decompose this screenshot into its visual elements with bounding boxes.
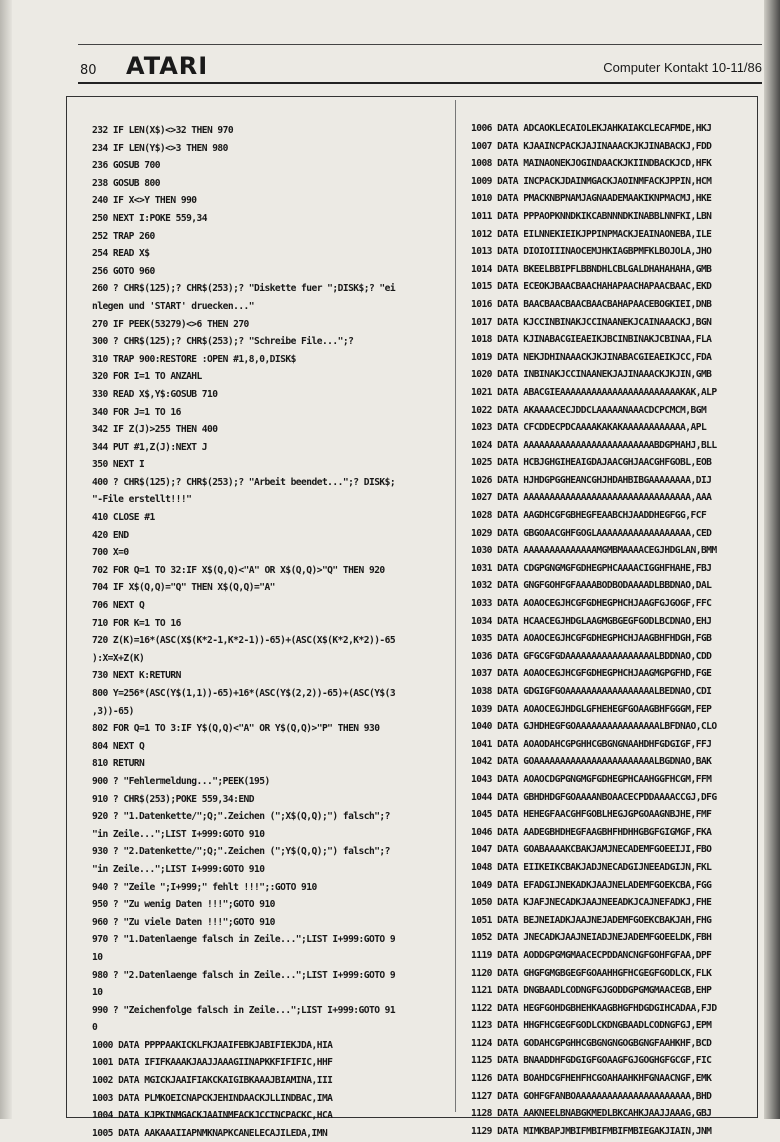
code-line: 1125 DATA BNAADDHFGDGIGFGOAAGFGJGOGHGFGCGF,FIC	[471, 1055, 712, 1067]
code-line: 1023 DATA CFCDDECPDCAAAAKAKAKAAAAAAAAAAAA,APL	[471, 422, 707, 434]
code-line: 702 FOR Q=1 TO 32:IF X$(Q,Q)<"A" OR X$(Q,Q)>"Q" THEN 920	[92, 564, 385, 576]
code-line: 10	[92, 951, 103, 963]
code-line: "-File erstellt!!!"	[92, 494, 192, 506]
code-line: 1052 DATA JNECADKJAAJNEIADJNEJADEMFGOEELDK,FBH	[471, 932, 712, 944]
code-line: 254 READ X$	[92, 248, 150, 260]
code-line: 930 ? "2.Datenkette/";Q;".Zeichen (";Y$(Q,Q);") falsch";?	[92, 846, 390, 858]
code-line: 1121 DATA DNGBAADLCODNGFGJGODDGPGMGMAACEGB,EHP	[471, 985, 712, 997]
code-line: 800 Y=256*(ASC(Y$(1,1))-65)+16*(ASC(Y$(2,2))-65)+(ASC(Y$(3	[92, 688, 396, 699]
code-line: 704 IF X$(Q,Q)="Q" THEN X$(Q,Q)="A"	[92, 582, 275, 594]
program-listing-right-column	[471, 120, 754, 1140]
column-divider	[455, 100, 456, 1112]
code-line: 238 GOSUB 800	[92, 177, 160, 189]
code-line: ):X=X+Z(K)	[92, 652, 145, 664]
code-line: 1032 DATA GNGFGOHFGFAAAABODBODAAAADLBBDNAO,DAL	[471, 580, 712, 592]
code-line: 1009 DATA INCPACKJDAINMGACKJAOINMFACKJPPIN,HCM	[471, 175, 712, 187]
code-line: ,3))-65)	[92, 705, 134, 717]
code-line: 990 ? "Zeichenfolge falsch in Zeile...";LIST I+999:GOTO 91	[92, 1004, 396, 1016]
code-line: 1036 DATA GFGCGFGDAAAAAAAAAAAAAAAAALBDDNAO,CDD	[471, 650, 712, 662]
code-line: 0	[92, 1022, 98, 1034]
code-line: 1022 DATA AKAAAACECJDDCLAAAAANAAACDCPCMCM,BGM	[471, 404, 707, 416]
code-line: 1018 DATA KJINABACGIEAEIKJBCINBINAKJCBINAA,FLA	[471, 334, 712, 346]
code-line: 300 ? CHR$(125);? CHR$(253);? "Schreibe File...";?	[92, 336, 354, 348]
code-line: 1004 DATA KJPKINMGACKJAAINMFACKJCCINCPACKC,HCA	[92, 1110, 333, 1122]
code-line: 270 IF PEEK(53279)<>6 THEN 270	[92, 318, 249, 330]
code-line: 1126 DATA BOAHDCGFHEHFHCGOAHAAHKHFGNAACNGF,EMK	[471, 1073, 712, 1085]
code-line: 970 ? "1.Datenlaenge falsch in Zeile...";LIST I+999:GOTO 9	[92, 934, 396, 946]
code-line: 330 READ X$,Y$:GOSUB 710	[92, 388, 218, 400]
code-line: 1039 DATA AOAOCEGJHDGLGFHEHEGFGOAAGBHFGGGM,FEP	[471, 703, 712, 715]
code-line: 1007 DATA KJAAINCPACKJAJINAAACKJKJINABACKJ,FDD	[471, 140, 712, 152]
code-line: 250 NEXT I:POKE 559,34	[92, 212, 207, 224]
code-line: 240 IF X<>Y THEN 990	[92, 195, 197, 207]
code-line: 810 RETURN	[92, 758, 145, 770]
code-line: 1017 DATA KJCCINBINAKJCCINAANEKJCAINAAACKJ,BGN	[471, 316, 712, 328]
code-line: 1021 DATA ABACGIEAAAAAAAAAAAAAAAAAAAAAAAKAK,ALP	[471, 386, 717, 398]
code-line: 1002 DATA MGICKJAAIFIAKCKAIGIBKAAAJBIAMINA,III	[92, 1075, 333, 1087]
code-line: 400 ? CHR$(125);? CHR$(253);? "Arbeit beendet...";? DISK$;	[92, 476, 396, 488]
code-line: 1031 DATA CDGPGNGMGFGDHEGPHCAAAACIGGHFHAHE,FBJ	[471, 562, 712, 574]
code-line: 804 NEXT Q	[92, 740, 145, 752]
code-line: 1034 DATA HCAACEGJHDGLAAGMGBGEGFGODLBCDNAO,EHJ	[471, 615, 712, 627]
code-line: 720 Z(K)=16*(ASC(X$(K*2-1,K*2-1))-65)+(ASC(X$(K*2,K*2))-65	[92, 635, 396, 647]
brand-title: ATARI	[126, 52, 209, 80]
code-line: 1028 DATA AAGDHCGFGBHEGFEAABCHJAADDHEGFGG,FCF	[471, 510, 707, 522]
top-rule	[78, 44, 762, 45]
code-line: 1013 DATA DIOIOIIINAOCEMJHKIAGBPMFKLBOJOLA,JHO	[471, 246, 712, 258]
code-line: 1027 DATA AAAAAAAAAAAAAAAAAAAAAAAAAAAAAAAA,AAA	[471, 492, 712, 504]
code-line: 920 ? "1.Datenkette/";Q;".Zeichen (";X$(Q,Q);") falsch";?	[92, 811, 390, 823]
code-line: 700 X=0	[92, 547, 129, 559]
code-line: 1049 DATA EFADGIJNEKADKJAAJNELADEMFGOEKCBA,FGG	[471, 879, 712, 891]
code-line: 1008 DATA MAINAONEKJOGINDAACKJKIINDBACKJCD,HFK	[471, 158, 712, 170]
code-line: 950 ? "Zu wenig Daten !!!";GOTO 910	[92, 899, 275, 911]
code-line: 342 IF Z(J)>255 THEN 400	[92, 424, 218, 436]
code-line: 1127 DATA GOHFGFANBOAAAAAAAAAAAAAAAAAAAAAA,BHD	[471, 1090, 712, 1102]
code-line: 730 NEXT K:RETURN	[92, 670, 181, 682]
code-line: 1045 DATA HEHEGFAACGHFGOBLHEGJGPGOAAGNBJHE,FMF	[471, 809, 712, 821]
code-line: 910 ? CHR$(253);POKE 559,34:END	[92, 793, 255, 805]
code-line: nlegen und 'START' druecken..."	[92, 300, 255, 312]
code-line: 1024 DATA AAAAAAAAAAAAAAAAAAAAAAAAABDGPHAHJ,BLL	[471, 439, 717, 451]
code-line: 1005 DATA AAKAAAIIAPNMKNAPKCANELECAJILEDA,IMN	[92, 1127, 328, 1139]
code-line: 340 FOR J=1 TO 16	[92, 406, 181, 418]
code-line: 410 CLOSE #1	[92, 512, 155, 524]
code-line: 1129 DATA MIMKBAPJMBIFMBIFMBIFMBIEGAKJIAIN,JNM	[471, 1125, 712, 1137]
code-line: 1016 DATA BAACBAACBAACBAACBAHAPAACEBOGKIEI,DNB	[471, 298, 712, 310]
code-line: 1003 DATA PLMKOEICNAPCKJEHINDAACKJLLINDBAC,IMA	[92, 1092, 333, 1104]
page-spine-shadow	[0, 0, 12, 1119]
code-line: 1011 DATA PPPAOPKNNDKIKCABNNNDKINABBLNNFKI,LBN	[471, 210, 712, 222]
code-line: 1042 DATA GOAAAAAAAAAAAAAAAAAAAAAAALBGDNAO,BAK	[471, 756, 712, 768]
code-line: 1030 DATA AAAAAAAAAAAAAAMGMBMAAAACEGJHDGLAN,BMM	[471, 545, 717, 557]
code-line: 1019 DATA NEKJDHINAAACKJKJINABACGIEAEIKJCC,FDA	[471, 351, 712, 363]
code-line: 1010 DATA PMACKNBPNAMJAGNAADEMAAKIKNPMACMJ,HKE	[471, 193, 712, 205]
code-line: 1000 DATA PPPPAAKICKLFKJAAIFEBKJABIFIEKJDA,HIA	[92, 1039, 333, 1051]
code-line: 1119 DATA AODDGPGMGMAACECPDDANCNGFGOHFGFAA,DPF	[471, 949, 712, 961]
page-edge-shadow	[764, 0, 780, 1119]
code-line: 252 TRAP 260	[92, 230, 155, 242]
code-line: 1043 DATA AOAOCDGPGNGMGFGDHEGPHCAAHGGFHCGM,FFM	[471, 773, 712, 785]
page-number: 80	[80, 63, 97, 78]
program-listing-left-column	[92, 122, 452, 1142]
code-line: 802 FOR Q=1 TO 3:IF Y$(Q,Q)<"A" OR Y$(Q,Q)>"P" THEN 930	[92, 723, 380, 735]
code-line: 1120 DATA GHGFGMGBGEGFGOAAHHGFHCGEGFGODLCK,FLK	[471, 967, 712, 979]
code-line: 232 IF LEN(X$)<>32 THEN 970	[92, 125, 234, 136]
code-line: 320 FOR I=1 TO ANZAHL	[92, 371, 202, 383]
code-line: 706 NEXT Q	[92, 600, 145, 612]
code-line: 1012 DATA EILNNEKIEIKJPPINPMACKJEAINAONEBA,ILE	[471, 228, 712, 240]
code-line: 1040 DATA GJHDHEGFGOAAAAAAAAAAAAAAAALBFDNAO,CLO	[471, 721, 717, 733]
code-line: 1029 DATA GBGOAACGHFGOGLAAAAAAAAAAAAAAAAAA,CED	[471, 527, 712, 539]
code-line: 350 NEXT I	[92, 459, 145, 471]
code-line: 980 ? "2.Datenlaenge falsch in Zeile...";LIST I+999:GOTO 9	[92, 969, 396, 981]
code-line: 1048 DATA EIIKEIKCBAKJADJNECADGIJNEEADGIJN,FKL	[471, 861, 712, 873]
code-line: 940 ? "Zeile ";I+999;" fehlt !!!";:GOTO 910	[92, 881, 317, 893]
header-rule	[78, 82, 762, 84]
code-line: 1122 DATA HEGFGOHDGBHEHKAAGBHGFHDGDGIHCADAA,FJD	[471, 1002, 717, 1014]
code-line: 344 PUT #1,Z(J):NEXT J	[92, 441, 207, 453]
code-line: 236 GOSUB 700	[92, 160, 160, 172]
code-line: 1124 DATA GODAHCGPGHHCGBGNGNGOGBGNGFAAHKHF,BCD	[471, 1037, 712, 1049]
code-line: 420 END	[92, 529, 129, 541]
code-line: 1026 DATA HJHDGPGGHEANCGHJHDAHBIBGAAAAAAAA,DIJ	[471, 474, 712, 486]
code-line: 1050 DATA KJAFJNECADKJAAJNEEADKJCAJNEFADKJ,FHE	[471, 897, 712, 909]
code-line: 256 GOTO 960	[92, 265, 155, 277]
code-line: 10	[92, 987, 103, 999]
code-line: 310 TRAP 900:RESTORE :OPEN #1,8,0,DISK$	[92, 353, 296, 365]
code-line: 1015 DATA ECEOKJBAACBAACHAHAPAACHAPAACBAAC,EKD	[471, 281, 712, 293]
code-line: "in Zeile...";LIST I+999:GOTO 910	[92, 863, 265, 875]
code-line: 1020 DATA INBINAKJCCINAANEKJAJINAAACKJKJIN,GMB	[471, 369, 712, 381]
code-line: 1038 DATA GDGIGFGOAAAAAAAAAAAAAAAAALBEDNAO,CDI	[471, 686, 712, 697]
code-line: 1044 DATA GBHDHDGFGOAAAANBOAACECPDDAAAACCGJ,DFG	[471, 791, 717, 803]
code-line: 1128 DATA AAKNEELBNABGKMEDLBKCAHKJAAJJAAAG,GBJ	[471, 1108, 712, 1120]
code-line: 1006 DATA ADCAOKLECAIOLEKJAHKAIAKCLECAFMDE,HKJ	[471, 123, 712, 134]
code-line: 1037 DATA AOAOCEGJHCGFGDHEGPHCHJAAGMGPGFHD,FGE	[471, 668, 712, 680]
page-header	[60, 52, 762, 82]
code-line: 900 ? "Fehlermeldung...";PEEK(195)	[92, 775, 270, 787]
code-line: 1046 DATA AADEGBHDHEGFAAGBHFHDHHGBGFGIGMGF,FKA	[471, 826, 712, 838]
code-line: 1001 DATA IFIFKAAAKJAAJJAAAGIINAPKKFIFIFIC,HHF	[92, 1057, 333, 1069]
magazine-running-head: Computer Kontakt 10-11/86	[603, 60, 762, 75]
code-line: 710 FOR K=1 TO 16	[92, 617, 181, 629]
code-line: 1035 DATA AOAOCEGJHCGFGDHEGPHCHJAAGBHFHDGH,FGB	[471, 633, 712, 645]
code-line: 1123 DATA HHGFHCGEGFGODLCKDNGBAADLCODNGFGJ,EPM	[471, 1020, 712, 1032]
code-line: 1051 DATA BEJNEIADKJAAJNEJADEMFGOEKCBAKJAH,FHG	[471, 914, 712, 926]
code-line: 1025 DATA HCBJGHGIHEAIGDAJAACGHJAACGHFGOBL,EOB	[471, 457, 712, 469]
code-line: 1033 DATA AOAOCEGJHCGFGDHEGPHCHJAAGFGJGOGF,FFC	[471, 598, 712, 610]
code-line: 1014 DATA BKEELBBIPFLBBNDHLCBLGALDHAHAHAHA,GMB	[471, 263, 712, 275]
code-line: 960 ? "Zu viele Daten !!!";GOTO 910	[92, 916, 275, 928]
code-line: "in Zeile...";LIST I+999:GOTO 910	[92, 828, 265, 840]
code-line: 1047 DATA GOABAAAAKCBAKJAMJNECADEMFGOEEIJI,FBO	[471, 844, 712, 856]
code-line: 260 ? CHR$(125);? CHR$(253);? "Diskette fuer ";DISK$;? "ei	[92, 283, 396, 295]
code-line: 234 IF LEN(Y$)<>3 THEN 980	[92, 142, 228, 154]
code-line: 1041 DATA AOAODAHCGPGHHCGBGNGNAAHDHFGDGIGF,FFJ	[471, 738, 712, 750]
